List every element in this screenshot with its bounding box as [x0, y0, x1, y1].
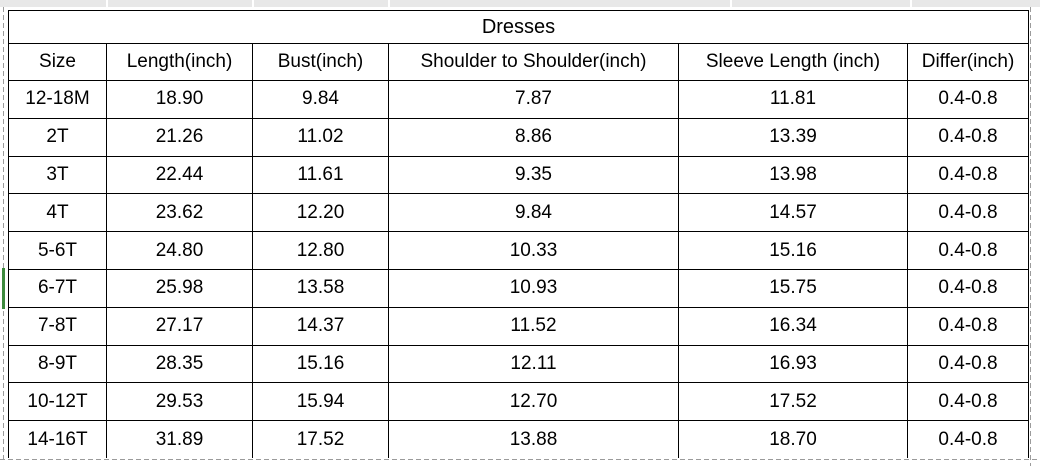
- value-cell[interactable]: 12.80: [253, 232, 389, 270]
- value-cell[interactable]: 17.52: [679, 383, 908, 421]
- value-cell[interactable]: 10.33: [389, 232, 679, 270]
- value-cell[interactable]: 9.84: [389, 194, 679, 232]
- value-cell[interactable]: 15.94: [253, 383, 389, 421]
- value-cell[interactable]: 29.53: [107, 383, 253, 421]
- value-cell[interactable]: 15.16: [679, 232, 908, 270]
- active-row-indicator: [2, 268, 5, 309]
- value-cell[interactable]: 14.57: [679, 194, 908, 232]
- table-row-10-12t: [9, 383, 1029, 421]
- page-break-line-left: [3, 7, 4, 460]
- value-cell[interactable]: 28.35: [107, 345, 253, 383]
- size-cell[interactable]: 3T: [9, 156, 107, 194]
- value-cell[interactable]: 15.75: [679, 269, 908, 307]
- table-row-7-8t: [9, 307, 1029, 345]
- value-cell[interactable]: 17.52: [253, 421, 389, 459]
- value-cell[interactable]: 0.4-0.8: [908, 156, 1029, 194]
- value-cell[interactable]: 12.70: [389, 383, 679, 421]
- column-header-size[interactable]: Size: [9, 44, 107, 81]
- column-header-sleeve-length-inch[interactable]: Sleeve Length (inch): [679, 44, 908, 81]
- value-cell[interactable]: 0.4-0.8: [908, 421, 1029, 459]
- table-row-5-6t: [9, 232, 1029, 270]
- value-cell[interactable]: 27.17: [107, 307, 253, 345]
- table-row-14-16t: [9, 421, 1029, 459]
- value-cell[interactable]: 0.4-0.8: [908, 232, 1029, 270]
- value-cell[interactable]: 16.93: [679, 345, 908, 383]
- value-cell[interactable]: 13.58: [253, 269, 389, 307]
- sheet-gridline: [388, 0, 390, 7]
- value-cell[interactable]: 18.90: [107, 81, 253, 119]
- table-row-3t: [9, 156, 1029, 194]
- value-cell[interactable]: 12.20: [253, 194, 389, 232]
- size-cell[interactable]: 6-7T: [9, 269, 107, 307]
- sheet-gridline: [730, 0, 732, 7]
- size-cell[interactable]: 2T: [9, 118, 107, 156]
- size-cell[interactable]: 4T: [9, 194, 107, 232]
- table-row-6-7t: [9, 269, 1029, 307]
- value-cell[interactable]: 24.80: [107, 232, 253, 270]
- value-cell[interactable]: 18.70: [679, 421, 908, 459]
- size-cell[interactable]: 12-18M: [9, 81, 107, 119]
- value-cell[interactable]: 0.4-0.8: [908, 81, 1029, 119]
- page-break-line-bottom: [0, 459, 1040, 460]
- value-cell[interactable]: 13.39: [679, 118, 908, 156]
- table-header-row: [9, 44, 1029, 81]
- value-cell[interactable]: 11.52: [389, 307, 679, 345]
- value-cell[interactable]: 11.02: [253, 118, 389, 156]
- table-row-8-9t: [9, 345, 1029, 383]
- size-cell[interactable]: 5-6T: [9, 232, 107, 270]
- sheet-gridline: [106, 0, 108, 7]
- value-cell[interactable]: 21.26: [107, 118, 253, 156]
- value-cell[interactable]: 31.89: [107, 421, 253, 459]
- value-cell[interactable]: 22.44: [107, 156, 253, 194]
- value-cell[interactable]: 25.98: [107, 269, 253, 307]
- value-cell[interactable]: 10.93: [389, 269, 679, 307]
- value-cell[interactable]: 11.81: [679, 81, 908, 119]
- value-cell[interactable]: 8.86: [389, 118, 679, 156]
- table-title-cell[interactable]: Dresses: [9, 11, 1029, 44]
- value-cell[interactable]: 0.4-0.8: [908, 383, 1029, 421]
- value-cell[interactable]: 7.87: [389, 81, 679, 119]
- value-cell[interactable]: 11.61: [253, 156, 389, 194]
- value-cell[interactable]: 0.4-0.8: [908, 194, 1029, 232]
- size-cell[interactable]: 8-9T: [9, 345, 107, 383]
- column-header-shoulder-to-shoulder-inch[interactable]: Shoulder to Shoulder(inch): [389, 44, 679, 81]
- value-cell[interactable]: 13.98: [679, 156, 908, 194]
- value-cell[interactable]: 0.4-0.8: [908, 269, 1029, 307]
- value-cell[interactable]: 23.62: [107, 194, 253, 232]
- value-cell[interactable]: 15.16: [253, 345, 389, 383]
- page-break-line-right: [1030, 7, 1031, 466]
- value-cell[interactable]: 9.84: [253, 81, 389, 119]
- size-chart-table: [8, 10, 1029, 458]
- sheet-gridline: [252, 0, 254, 7]
- column-header-length-inch[interactable]: Length(inch): [107, 44, 253, 81]
- size-cell[interactable]: 7-8T: [9, 307, 107, 345]
- table-row-12-18m: [9, 81, 1029, 119]
- table-row-2t: [9, 118, 1029, 156]
- column-header-bust-inch[interactable]: Bust(inch): [253, 44, 389, 81]
- table-title-row: [9, 11, 1029, 44]
- value-cell[interactable]: 13.88: [389, 421, 679, 459]
- value-cell[interactable]: 0.4-0.8: [908, 307, 1029, 345]
- table-row-4t: [9, 194, 1029, 232]
- size-cell[interactable]: 10-12T: [9, 383, 107, 421]
- value-cell[interactable]: 14.37: [253, 307, 389, 345]
- outside-print-area-strip: [0, 0, 1040, 7]
- value-cell[interactable]: 16.34: [679, 307, 908, 345]
- value-cell[interactable]: 9.35: [389, 156, 679, 194]
- column-header-differ-inch[interactable]: Differ(inch): [908, 44, 1029, 81]
- value-cell[interactable]: 12.11: [389, 345, 679, 383]
- value-cell[interactable]: 0.4-0.8: [908, 118, 1029, 156]
- value-cell[interactable]: 0.4-0.8: [908, 345, 1029, 383]
- size-cell[interactable]: 14-16T: [9, 421, 107, 459]
- sheet-gridline: [910, 0, 912, 7]
